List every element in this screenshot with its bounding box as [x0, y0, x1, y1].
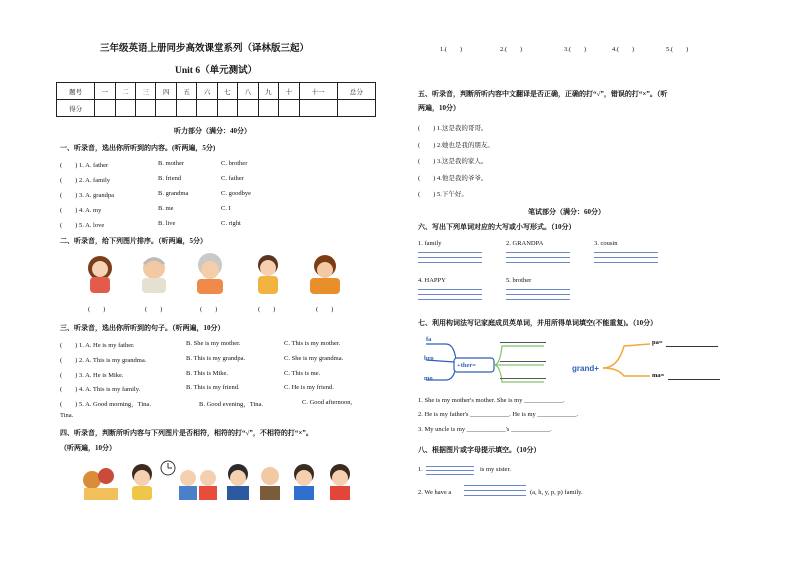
option-c: C. brother	[221, 160, 248, 167]
map-grand: grand+	[572, 364, 599, 373]
girl-picture	[88, 256, 112, 293]
fill-sentence: 3. My uncle is my ____________'s ____________.	[418, 426, 552, 433]
blank-line[interactable]	[668, 379, 720, 380]
option-c: C. This is me.	[284, 370, 321, 377]
word-item: 4. HAPPY	[418, 277, 446, 284]
q1-number: 1.	[418, 466, 423, 473]
boy-picture	[132, 464, 152, 500]
writing-line[interactable]	[594, 252, 658, 253]
writing-line[interactable]	[418, 289, 482, 290]
answer-bracket[interactable]: ( )	[200, 306, 218, 313]
cell: 六	[197, 83, 217, 100]
cell: 八	[238, 83, 258, 100]
score-cell[interactable]	[258, 100, 278, 117]
q2-hint: (a, h, y, p, p) family.	[530, 489, 583, 496]
option-b: B. This is my friend.	[186, 384, 240, 391]
writing-line[interactable]	[418, 252, 482, 253]
map-prefix: fa	[426, 336, 432, 343]
cell: 四	[156, 83, 176, 100]
option-prompt: ( ) 4. A. This is my family.	[60, 386, 141, 393]
map-result: ma=	[652, 372, 665, 379]
section4-title: 四、听录音，判断所听内容与下列图片是否相符，相符的打“√”，不相符的打“×”。	[60, 429, 313, 437]
writing-line[interactable]	[464, 490, 526, 491]
answer-bracket[interactable]: 4.( )	[612, 46, 635, 53]
listening-heading: 听力部分（满分：40分）	[174, 127, 251, 135]
cell: 一	[95, 83, 115, 100]
man-picture	[310, 255, 340, 294]
section5-title: 五、听录音，判断所听内容中文翻译是否正确，正确的打“√”，错误的打“×”。（听	[418, 90, 668, 98]
map-prefix: mo	[424, 375, 433, 382]
blank-line[interactable]	[500, 361, 546, 362]
answer-bracket[interactable]: 3.( )	[564, 46, 587, 53]
writing-line[interactable]	[594, 257, 658, 258]
option-b: B. mother	[158, 160, 184, 167]
writing-line[interactable]	[464, 485, 526, 486]
option-c: C. father	[221, 175, 244, 182]
unit-title: Unit 6（单元测试）	[175, 66, 258, 76]
cell: 九	[258, 83, 278, 100]
score-cell[interactable]	[197, 100, 217, 117]
option-prompt: ( ) 1. A. father	[60, 162, 109, 169]
writing-line[interactable]	[506, 299, 570, 300]
word-item: 1. family	[418, 240, 442, 247]
score-cell[interactable]	[115, 100, 135, 117]
writing-line[interactable]	[506, 262, 570, 263]
cell: 十	[279, 83, 299, 100]
score-cell[interactable]	[238, 100, 258, 117]
writing-line[interactable]	[594, 262, 658, 263]
section7-title: 七、利用构词法写记家庭成员英单词，并用所得单词填空(不能重复)。（10分）	[418, 319, 658, 327]
map-prefix: bro	[424, 355, 434, 362]
writing-line[interactable]	[426, 470, 474, 471]
blank-line[interactable]	[500, 342, 546, 343]
written-heading: 笔试部分（满分：60分）	[528, 208, 605, 216]
clock-picture	[161, 461, 175, 475]
judgement-item: ( ) 5.下午好。	[418, 191, 468, 198]
word-item: 5. brother	[506, 277, 532, 284]
blank-line[interactable]	[666, 346, 718, 347]
option-b: B. This is my grandpa.	[186, 355, 246, 362]
option-b: B. grandma	[158, 190, 189, 197]
writing-line[interactable]	[506, 294, 570, 295]
score-cell[interactable]	[217, 100, 237, 117]
option-c: C. right	[221, 220, 241, 227]
judgement-item: ( ) 1.这是我的哥哥。	[418, 125, 488, 132]
score-cell[interactable]	[279, 100, 299, 117]
score-cell[interactable]	[136, 100, 156, 117]
option-c: C. He is my friend.	[284, 384, 334, 391]
man-picture	[227, 464, 249, 500]
writing-line[interactable]	[418, 257, 482, 258]
answer-bracket[interactable]: ( )	[316, 306, 334, 313]
option-c: C. I	[221, 205, 231, 212]
option-b: B. This is Mike.	[186, 370, 228, 377]
option-prompt: ( ) 3. A. He is Mike.	[60, 372, 124, 379]
girl-picture	[330, 464, 350, 500]
option-c: C. She is my grandma.	[284, 355, 344, 362]
grandpa-reading-picture	[260, 467, 280, 500]
answer-bracket[interactable]: ( )	[88, 306, 106, 313]
section1-title: 一、听录音，选出你所听到的内容。(听两遍，5分)	[60, 144, 216, 152]
cell: 七	[217, 83, 237, 100]
option-b: B. Good evening，Tina.	[199, 401, 264, 408]
boy-picture	[258, 255, 278, 294]
section2-title: 二、听录音，给下列图片排序。（听两遍，5分）	[60, 237, 207, 245]
grandma-picture	[197, 253, 223, 294]
score-cell[interactable]	[156, 100, 176, 117]
fill-sentence: 1. She is my mother's mother. She is my ____________.	[418, 397, 565, 404]
option-prompt: ( ) 1. A. He is my father.	[60, 342, 135, 349]
section8-title: 八、根据图片或字母提示填空。（10分）	[418, 446, 541, 454]
cell: 总分	[337, 83, 375, 100]
family-group-picture	[83, 468, 118, 500]
map-center: +ther=	[457, 362, 476, 369]
option-prompt: ( ) 4. A. my	[60, 207, 102, 214]
boy2-picture	[294, 464, 314, 500]
q2-text: 2. We have a	[418, 489, 452, 496]
greeting-picture	[179, 470, 217, 500]
option-prompt: ( ) 3. A. grandpa	[60, 192, 114, 199]
page-title: 三年级英语上册同步高效课堂系列（译林版三起）	[100, 44, 310, 54]
q1-text: is my sister.	[480, 466, 511, 473]
score-table-header-row	[57, 83, 376, 100]
option-prompt: ( ) 2. A. family	[60, 177, 111, 184]
section4-pictures	[78, 458, 368, 504]
family-pictures	[70, 250, 370, 296]
score-table	[56, 82, 376, 117]
score-cell[interactable]	[299, 100, 337, 117]
answer-bracket[interactable]: ( )	[145, 306, 163, 313]
writing-line[interactable]	[426, 466, 474, 467]
section5-title-cont: 两遍，10分）	[418, 104, 460, 112]
writing-line[interactable]	[418, 294, 482, 295]
section4-subtitle: （听两遍，10分）	[60, 444, 116, 452]
cell: 题号	[57, 83, 95, 100]
option-b: B. She is my mother.	[186, 340, 241, 347]
judgement-item: ( ) 3.这是我的家人。	[418, 158, 488, 165]
section6-title: 六、写出下列单词对应的大写或小写形式。（10分）	[418, 223, 576, 231]
judgement-item: ( ) 2.她也是我的朋友。	[418, 142, 494, 149]
cell: 得分	[57, 100, 95, 117]
blank-line[interactable]	[500, 378, 546, 379]
answer-bracket[interactable]: 2.( )	[500, 46, 523, 53]
score-cell[interactable]	[337, 100, 375, 117]
word-item: 2. GRANDPA	[506, 240, 544, 247]
grandpa-picture	[142, 257, 166, 293]
score-table-score-row	[57, 100, 376, 117]
writing-line[interactable]	[418, 262, 482, 263]
cell: 三	[136, 83, 156, 100]
writing-line[interactable]	[506, 289, 570, 290]
writing-line[interactable]	[426, 474, 474, 475]
answer-bracket[interactable]: 5.( )	[666, 46, 689, 53]
option-c: C. Good afternoon,	[302, 399, 353, 406]
score-cell[interactable]	[176, 100, 196, 117]
judgement-item: ( ) 4.他是我的爷爷。	[418, 175, 488, 182]
option-prompt: ( ) 2. A. This is my grandma.	[60, 357, 147, 364]
cell: 十一	[299, 83, 337, 100]
writing-line[interactable]	[506, 257, 570, 258]
option-c: C. This is my mother.	[284, 340, 341, 347]
map-result: pa=	[652, 339, 663, 346]
score-cell[interactable]	[95, 100, 115, 117]
section3-title: 三、听录音，选出你所听到的句子。（听两遍，10分）	[60, 324, 225, 332]
writing-line[interactable]	[506, 252, 570, 253]
option-wrap: Tina.	[60, 412, 74, 419]
option-b: B. friend	[158, 175, 182, 182]
option-c: C. goodbye	[221, 190, 251, 197]
option-b: B. live	[158, 220, 176, 227]
option-b: B. me	[158, 205, 174, 212]
cell: 二	[115, 83, 135, 100]
writing-line[interactable]	[418, 299, 482, 300]
option-prompt: ( ) 5. A. love	[60, 222, 105, 229]
word-item: 3. cousin	[594, 240, 618, 247]
answer-bracket[interactable]: 1.( )	[440, 46, 463, 53]
option-prompt: ( ) 5. A. Good morning，Tina.	[60, 401, 151, 408]
cell: 五	[176, 83, 196, 100]
answer-bracket[interactable]: ( )	[258, 306, 276, 313]
writing-line[interactable]	[464, 495, 526, 496]
fill-sentence: 2. He is my father's ____________. He is my ____________.	[418, 411, 579, 418]
